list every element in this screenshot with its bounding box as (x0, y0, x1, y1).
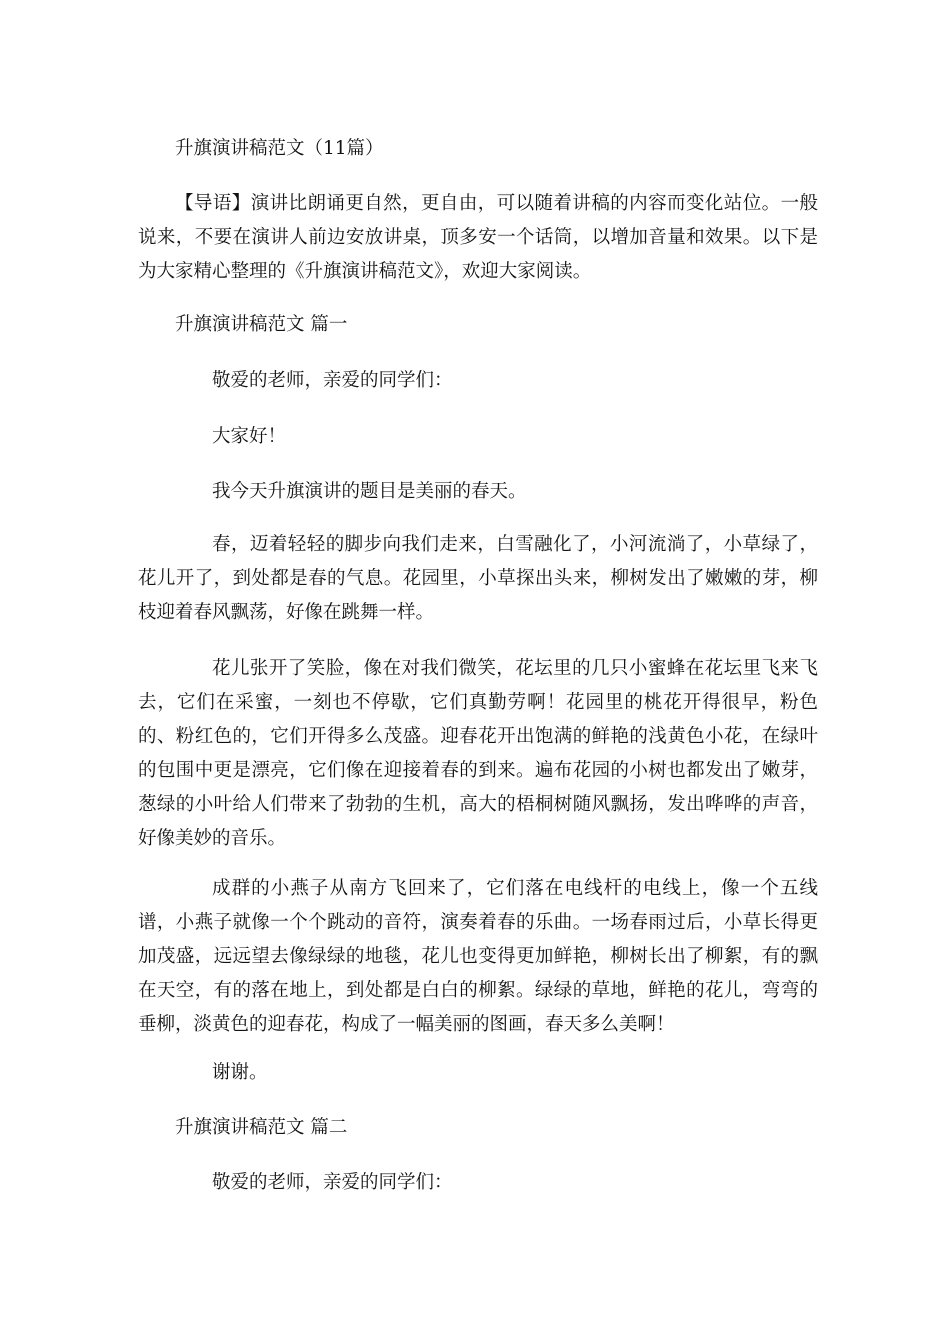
section-heading-2: 升旗演讲稿范文 篇二 (175, 1117, 348, 1138)
speech-topic: 我今天升旗演讲的题目是美丽的春天。 (212, 481, 527, 502)
salutation-1: 敬爱的老师，亲爱的同学们： (212, 370, 453, 391)
intro-paragraph: 【导语】演讲比朗诵更自然，更自由，可以随着讲稿的内容而变化站位。一般说来，不要在演讲人前边安放讲桌，顶多安一个话筒，以增加音量和效果。以下是为大家精心整理的《升旗演讲稿范文》，欢迎大家阅读。 (138, 193, 818, 282)
section-heading-1: 升旗演讲稿范文 篇一 (175, 314, 348, 335)
body-paragraph-2: 花儿张开了笑脸，像在对我们微笑，花坛里的几只小蜜蜂在花坛里飞来飞去，它们在采蜜，一刻也不停歇，它们真勤劳啊！花园里的桃花开得很早，粉色的、粉红色的，它们开得多么茂盛。迎春花开出饱满的鲜艳的浅黄色小花，在绿叶的包围中更是漂亮，它们像在迎接着春的到来。遍布花园的小树也都发出了嫩芽，葱绿的小叶给人们带来了勃勃的生机，高大的梧桐树随风飘扬，发出哗哗的声音，好像美妙的音乐。 (138, 658, 818, 849)
document-title: 升旗演讲稿范文（11篇） (175, 138, 384, 159)
greeting: 大家好！ (212, 426, 287, 447)
thanks-line: 谢谢。 (212, 1062, 268, 1083)
body-paragraph-1: 春，迈着轻轻的脚步向我们走来，白雪融化了，小河流淌了，小草绿了，花儿开了，到处都是春的气息。花园里，小草探出头来，柳树发出了嫩嫩的芽，柳枝迎着春风飘荡，好像在跳舞一样。 (138, 534, 818, 623)
salutation-2: 敬爱的老师，亲爱的同学们： (212, 1172, 453, 1193)
body-paragraph-3: 成群的小燕子从南方飞回来了，它们落在电线杆的电线上，像一个五线谱，小燕子就像一个个跳动的音符，演奏着春的乐曲。一场春雨过后，小草长得更加茂盛，远远望去像绿绿的地毯，花儿也变得更加鲜艳，柳树长出了柳絮，有的飘在天空，有的落在地上，到处都是白白的柳絮。绿绿的草地，鲜艳的花儿，弯弯的垂柳，淡黄色的迎春花，构成了一幅美丽的图画，春天多么美啊！ (138, 878, 818, 1035)
